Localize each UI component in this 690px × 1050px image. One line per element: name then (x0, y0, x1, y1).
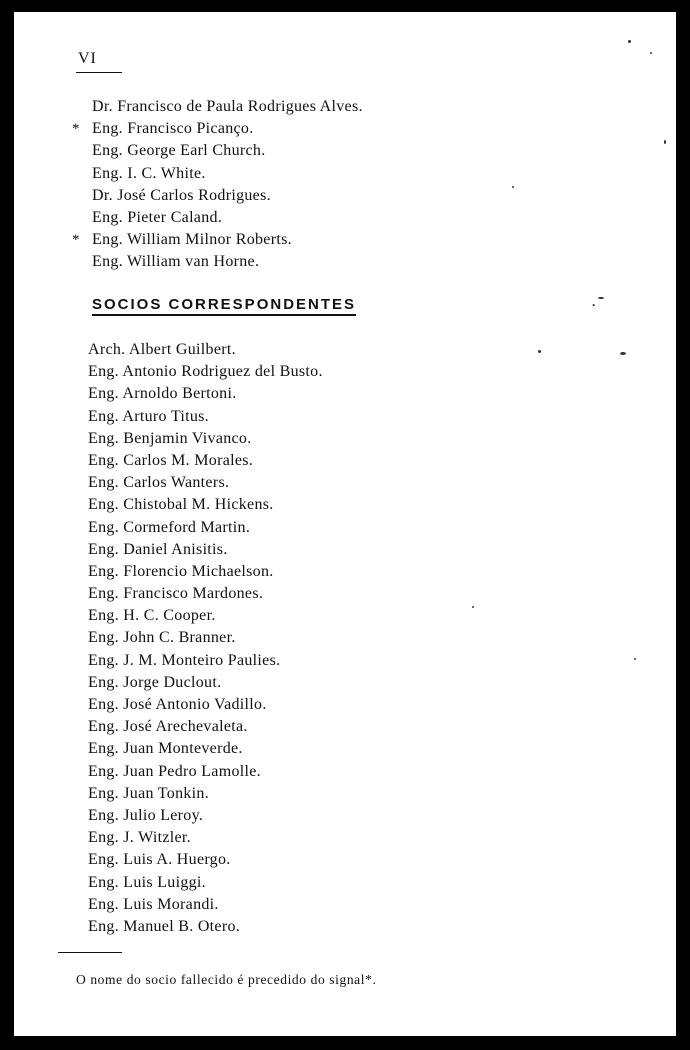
section-heading (92, 296, 598, 313)
corresponding-member-entry: Eng. Chistobal M. Hickens. (88, 496, 274, 514)
member-name: Dr. Francisco de Paula Rodrigues Alves. (92, 98, 363, 115)
document-page (14, 12, 676, 1036)
page-number: VI (78, 50, 97, 67)
scan-speck (628, 40, 631, 43)
member-name: Eng. Francisco Picanço. (92, 120, 254, 138)
corresponding-member-entry: Eng. Luis Luiggi. (88, 873, 206, 891)
section-heading-suffix: · (592, 298, 598, 312)
scan-speck (538, 350, 541, 353)
scan-speck (664, 140, 666, 144)
honorary-member-entry (14, 163, 363, 185)
corresponding-member-entry: Arch. Albert Guilbert. (88, 341, 236, 358)
scan-speck (634, 658, 636, 660)
corresponding-member-entry: Eng. H. C. Cooper. (88, 607, 216, 625)
member-name: Eng. Pieter Caland. (92, 208, 223, 226)
scan-speck (598, 297, 604, 299)
member-name: Eng. I. C. White. (92, 164, 206, 182)
corresponding-member-entry: Eng. Manuel B. Otero. (88, 917, 241, 935)
corresponding-member-entry: Eng. Daniel Anisitis. (88, 540, 228, 558)
deceased-mark: * (72, 121, 80, 138)
corresponding-member-entry: Eng. José Antonio Vadillo. (88, 696, 267, 713)
corresponding-member-entry: Eng. Juan Tonkin. (88, 784, 210, 802)
corresponding-member-entry: Eng. Juan Pedro Lamolle. (88, 762, 261, 780)
honorary-member-entry (14, 185, 363, 207)
honorary-members-list (14, 96, 363, 274)
corresponding-member-entry: Eng. Julio Leroy. (88, 806, 204, 824)
scan-speck (512, 186, 514, 188)
scan-speck (472, 606, 474, 608)
section-heading-text: SOCIOS CORRESPONDENTES (92, 296, 356, 316)
corresponding-member-entry: Eng. Arnoldo Bertoni. (88, 385, 237, 403)
corresponding-member-entry: Eng. Jorge Duclout. (88, 673, 222, 691)
member-name: Eng. George Earl Church. (92, 142, 266, 160)
member-name: Dr. José Carlos Rodrigues. (92, 186, 271, 204)
honorary-member-entry (14, 229, 363, 251)
corresponding-members-list (14, 339, 323, 938)
deceased-mark: * (72, 232, 80, 249)
corresponding-member-entry: Eng. Francisco Mardones. (88, 585, 264, 603)
honorary-member-entry (14, 118, 363, 140)
corresponding-member-entry: Eng. Carlos Wanters. (88, 474, 230, 492)
corresponding-member-entry: Eng. Luis A. Huergo. (88, 851, 231, 869)
corresponding-member-entry: Eng. J. Witzler. (88, 829, 191, 847)
corresponding-member-entry: Eng. Carlos M. Morales. (88, 451, 254, 469)
corresponding-member-entry: Eng. José Arechevaleta. (88, 718, 248, 736)
corresponding-member-entry: Eng. Antonio Rodriguez del Busto. (88, 363, 323, 381)
footnote: O nome do socio fallecido é precedido do signal*. (76, 972, 377, 987)
corresponding-member-entry: Eng. Cormeford Martin. (88, 518, 251, 536)
corresponding-member-entry: Eng. Arturo Titus. (88, 407, 209, 425)
corresponding-member-entry: Eng. J. M. Monteiro Paulies. (88, 651, 281, 669)
corresponding-member-entry: Eng. Benjamin Vivanco. (88, 429, 252, 447)
honorary-member-entry (14, 207, 363, 229)
scan-speck (620, 352, 626, 355)
page-number-rule (76, 72, 122, 73)
honorary-member-entry (14, 96, 363, 118)
scan-speck (650, 52, 652, 54)
corresponding-member-entry: Eng. Florencio Michaelson. (88, 562, 274, 580)
corresponding-member-entry: Eng. Luis Morandi. (88, 895, 219, 913)
corresponding-member-entry: Eng. Juan Monteverde. (88, 740, 243, 758)
footnote-rule (58, 952, 122, 953)
member-name: Eng. William van Horne. (92, 253, 260, 271)
honorary-member-entry (14, 251, 363, 273)
honorary-member-entry (14, 140, 363, 162)
member-name: Eng. William Milnor Roberts. (92, 231, 292, 249)
corresponding-member-entry: Eng. John C. Branner. (88, 629, 236, 647)
